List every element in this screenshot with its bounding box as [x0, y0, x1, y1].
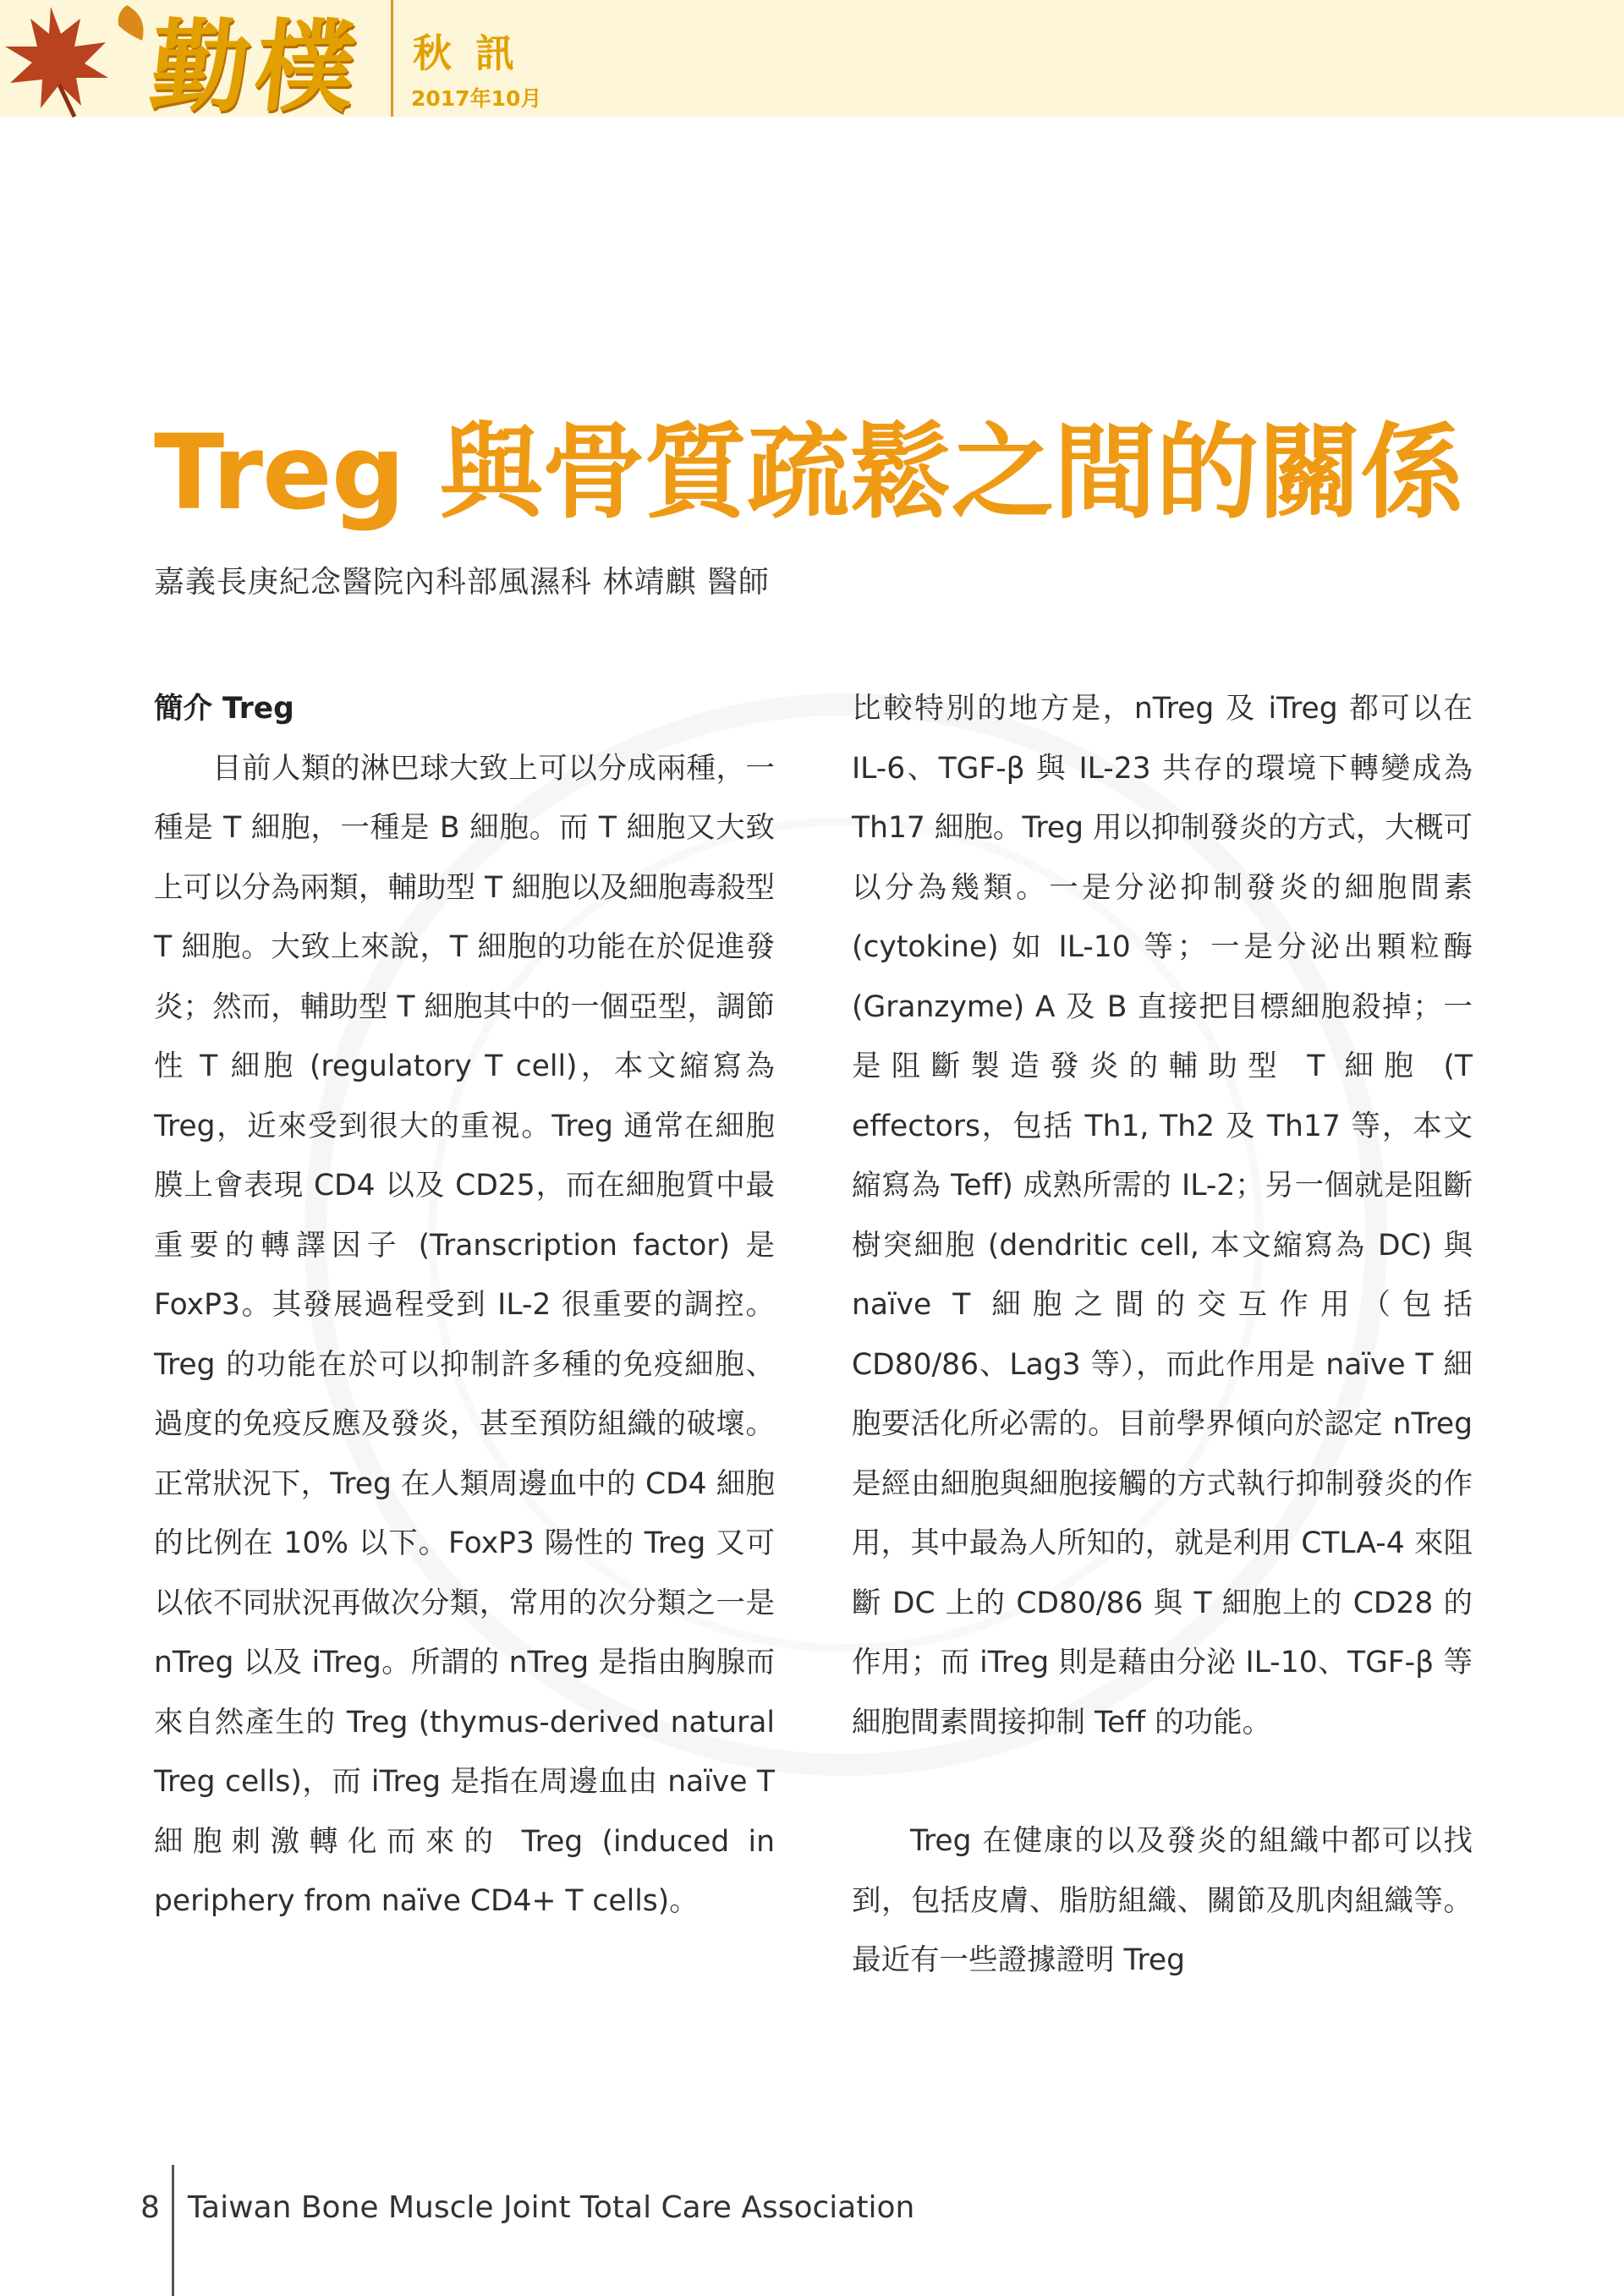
- issue-date: 2017年10月: [411, 86, 542, 111]
- body-paragraph: 目前人類的淋巴球大致上可以分成兩種，一種是 T 細胞，一種是 B 細胞。而 T 細胞又大致上可以分為兩類，輔助型 T 細胞以及細胞毒殺型 T 細胞。大致上來說，T 細胞的功能在於促進發炎；然而，輔助型 T 細胞其中的一個亞型，調節性 T 細胞 (regulatory T cell)，本文縮寫為 Treg，近來受到很大的重視。Treg 通常在細胞膜上會表現 CD4 以及 CD25，而在細胞質中最重要的轉譯因子 (Transcription factor) 是 FoxP3。其發展過程受到 IL-2 很重要的調控。Treg 的功能在於可以抑制許多種的免疫細胞、過度的免疫反應及發炎，甚至預防組織的破壞。正常狀況下，Treg 在人類周邊血中的 CD4 細胞的比例在 10% 以下。FoxP3 陽性的 Treg 又可以依不同狀況再做次分類，常用的次分類之一是 nTreg 以及 iTreg。所謂的 nTreg 是指由胸腺而來自然產生的 Treg (thymus-derived natural Treg cells)，而 iTreg 是指在周邊血由 naïve T 細胞刺激轉化而來的 Treg (induced in periphery from naïve CD4+ T cells)。: [154, 751, 775, 1918]
- body-paragraph: 比較特別的地方是，nTreg 及 iTreg 都可以在 IL-6、TGF-β 與 IL-23 共存的環境下轉變成為 Th17 細胞。Treg 用以抑制發炎的方式，大概可以分為幾類。一是分泌抑制發炎的細胞間素 (cytokine) 如 IL-10 等；一是分泌出顆粒酶 (Granzyme) A 及 B 直接把目標細胞殺掉；一是阻斷製造發炎的輔助型 T 細胞 (T effectors，包括 Th1, Th2 及 Th17 等，本文縮寫為 Teff) 成熟所需的 IL-2；另一個就是阻斷樹突細胞 (dendritic cell, 本文縮寫為 DC) 與 naïve T 細胞之間的交互作用（包括 CD80/86、Lag3 等），而此作用是 naïve T 細胞要活化所必需的。目前學界傾向於認定 nTreg 是經由細胞與細胞接觸的方式執行抑制發炎的作用，其中最為人所知的，就是利用 CTLA-4 來阻斷 DC 上的 CD80/86 與 T 細胞上的 CD28 的作用；而 iTreg 則是藉由分泌 IL-10、TGF-β 等細胞間素間接抑制 Teff 的功能。: [852, 692, 1473, 1740]
- footer-divider: [172, 2165, 174, 2296]
- issue-season: 秋訊: [413, 30, 538, 76]
- magazine-brand: 勤樸: [144, 8, 367, 125]
- body-paragraph: Treg 在健康的以及發炎的組織中都可以找到，包括皮膚、脂肪組織、關節及肌肉組織等。最近有一些證據證明 Treg: [852, 1824, 1473, 1977]
- header-divider: [391, 0, 393, 117]
- right-column: [852, 679, 1473, 1991]
- article-title: Treg 與骨質疏鬆之間的關係: [154, 413, 1463, 533]
- section-heading: 簡介 Treg: [154, 692, 294, 726]
- left-column: [154, 679, 775, 1932]
- paragraph-gap: [852, 1752, 1473, 1811]
- page-number: 8: [140, 2190, 160, 2225]
- maple-leaf-icon: [0, 0, 161, 118]
- article-author: 嘉義長庚紀念醫院內科部風濕科 林靖麒 醫師: [154, 565, 770, 600]
- footer-association: Taiwan Bone Muscle Joint Total Care Association: [188, 2190, 915, 2225]
